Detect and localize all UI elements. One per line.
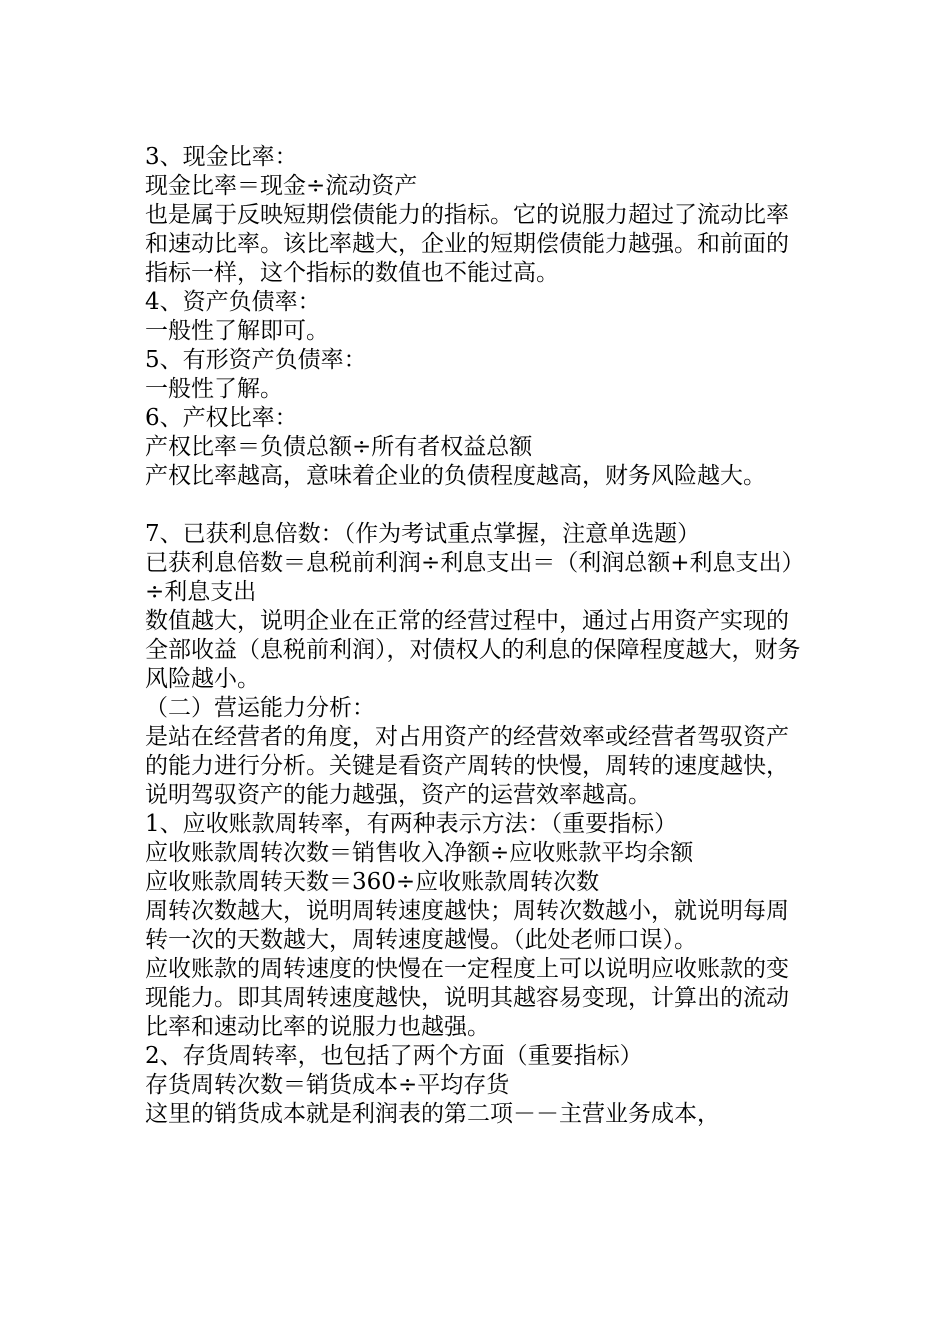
paragraph-cash-ratio-explanation: 也是属于反映短期偿债能力的指标。它的说服力超过了流动比率和速动比率。该比率越大，企业的短期偿债能力越强。和前面的指标一样，这个指标的数值也不能过高。	[145, 202, 789, 286]
blank-line	[145, 491, 805, 520]
heading-inventory-turnover: 2、存货周转率，也包括了两个方面（重要指标）	[145, 1043, 643, 1069]
formula-interest-coverage: 已获利息倍数＝息税前利润÷利息支出＝（利润总额+利息支出）÷利息支出	[145, 550, 805, 605]
heading-cash-ratio: 3、现金比率：	[145, 144, 298, 170]
formula-receivables-turnover-times: 应收账款周转次数＝销售收入净额÷应收账款平均余额	[145, 840, 694, 866]
paragraph-operating-capacity: 是站在经营者的角度，对占用资产的经营效率或经营者驾驭资产的能力进行分析。关键是看资产周转的快慢，周转的速度越快，说明驾驭资产的能力越强，资产的运营效率越高。	[145, 724, 789, 808]
heading-receivables-turnover: 1、应收账款周转率，有两种表示方法：（重要指标）	[145, 811, 678, 837]
formula-cash-ratio: 现金比率＝现金÷流动资产	[145, 173, 418, 199]
formula-equity-ratio: 产权比率＝负债总额÷所有者权益总额	[145, 434, 533, 460]
formula-receivables-turnover-days: 应收账款周转天数＝360÷应收账款周转次数	[145, 869, 600, 895]
paragraph-cost-of-goods-note: 这里的销货成本就是利润表的第二项－－主营业务成本，	[145, 1101, 720, 1127]
paragraph-turnover-explanation: 周转次数越大，说明周转速度越快；周转次数越小，就说明每周转一次的天数越大，周转速度越慢。（此处老师口误）。	[145, 898, 789, 953]
paragraph-receivables-liquidity: 应收账款的周转速度的快慢在一定程度上可以说明应收账款的变现能力。即其周转速度越快，说明其越容易变现，计算出的流动比率和速动比率的说服力也越强。	[145, 956, 789, 1040]
paragraph-equity-ratio-explanation: 产权比率越高，意味着企业的负债程度越高，财务风险越大。	[145, 463, 766, 489]
heading-tangible-asset-liability-ratio: 5、有形资产负债率：	[145, 347, 367, 373]
heading-asset-liability-ratio: 4、资产负债率：	[145, 289, 321, 315]
heading-interest-coverage: 7、已获利息倍数：（作为考试重点掌握，注意单选题）	[145, 521, 701, 547]
document-body	[145, 143, 805, 1129]
heading-equity-ratio: 6、产权比率：	[145, 405, 298, 431]
paragraph-tangible-note: 一般性了解。	[145, 376, 283, 402]
formula-inventory-turnover-times: 存货周转次数＝销货成本÷平均存货	[145, 1072, 510, 1098]
paragraph-asset-liability-note: 一般性了解即可。	[145, 318, 329, 344]
paragraph-interest-coverage-explanation: 数值越大，说明企业在正常的经营过程中，通过占用资产实现的全部收益（息税前利润），对债权人的利息的保障程度越大，财务风险越小。	[145, 608, 801, 692]
section-heading-operating-capacity: （二）营运能力分析：	[145, 695, 375, 721]
